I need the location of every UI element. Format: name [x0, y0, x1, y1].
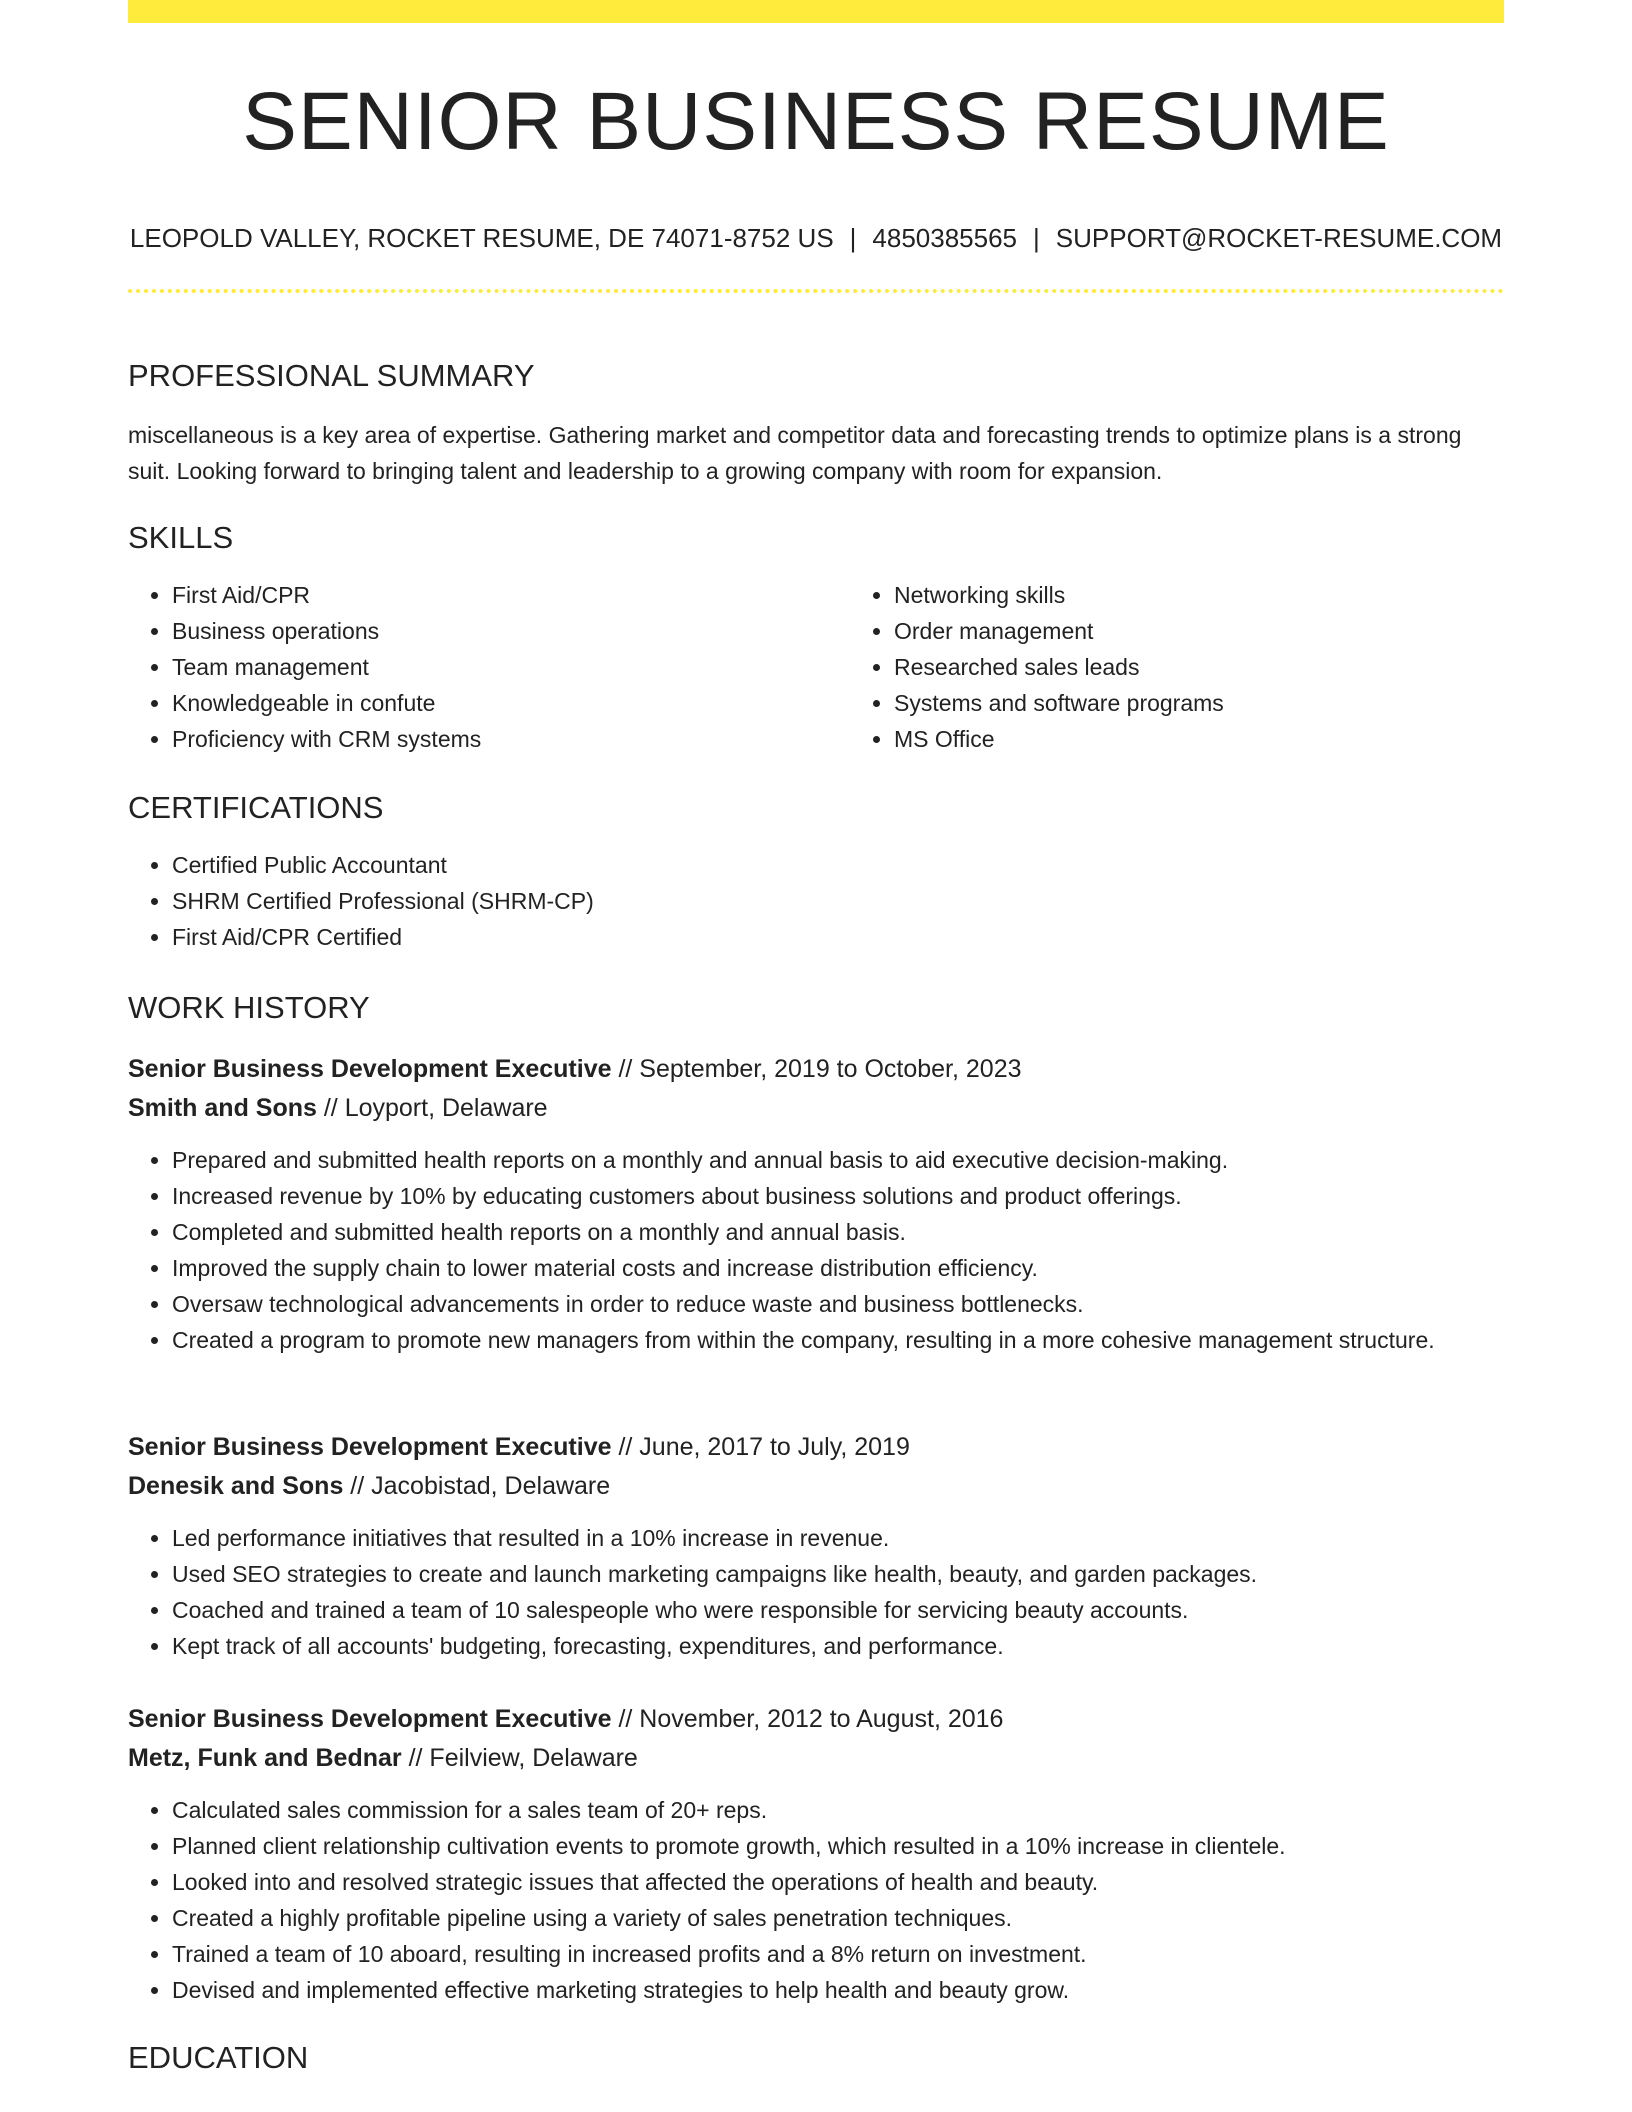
top-accent-bar [128, 0, 1504, 23]
education-section [128, 2042, 1504, 2073]
contact-line [128, 225, 1504, 251]
job-title: Senior Business Development Executive [128, 1433, 612, 1461]
list-item: • Oversaw technological advancements in order to reduce waste and business bottlenecks. [172, 1286, 1504, 1322]
list-item: • First Aid/CPR Certified [172, 919, 1504, 955]
job-company-line [128, 1467, 1504, 1506]
job-title: Senior Business Development Executive [128, 1705, 612, 1733]
list-item: • SHRM Certified Professional (SHRM-CP) [172, 883, 1504, 919]
contact-email: SUPPORT@ROCKET-RESUME.COM [1055, 223, 1503, 253]
list-item: • Researched sales leads [894, 649, 1572, 685]
list-item: • Business operations [172, 613, 850, 649]
skills-list-left [128, 577, 850, 757]
list-item: • Team management [172, 649, 850, 685]
list-item: • Led performance initiatives that resulted in a 10% increase in revenue. [172, 1520, 1504, 1556]
job-dates: // September, 2019 to October, 2023 [611, 1055, 1022, 1083]
certifications-list [128, 847, 1504, 955]
job-bullets [128, 1792, 1504, 2008]
list-item: • Order management [894, 613, 1572, 649]
list-item: • Certified Public Accountant [172, 847, 1504, 883]
work-history-heading: WORK HISTORY [128, 990, 370, 1025]
job-location: // Loyport, Delaware [316, 1094, 548, 1122]
job-dates: // November, 2012 to August, 2016 [611, 1705, 1004, 1733]
job-entry [128, 1700, 1504, 2008]
certifications-section [128, 792, 1504, 955]
skills-grid [128, 577, 1504, 757]
job-title-line [128, 1700, 1504, 1739]
list-item: • Calculated sales commission for a sales team of 20+ reps. [172, 1792, 1504, 1828]
job-title: Senior Business Development Executive [128, 1055, 612, 1083]
summary-heading: PROFESSIONAL SUMMARY [128, 358, 535, 393]
job-title-line [128, 1050, 1504, 1089]
job-company: Smith and Sons [128, 1094, 317, 1122]
list-item: • Proficiency with CRM systems [172, 721, 850, 757]
job-title-line [128, 1428, 1504, 1467]
summary-section [128, 360, 1504, 489]
contact-separator: | [1033, 223, 1040, 253]
job-company-line [128, 1089, 1504, 1128]
resume-title: SENIOR BUSINESS RESUME [242, 76, 1390, 167]
job-company: Metz, Funk and Bednar [128, 1744, 402, 1772]
job-entry [128, 1050, 1504, 1358]
list-item: • Coached and trained a team of 10 salespeople who were responsible for servicing beauty accounts. [172, 1592, 1504, 1628]
job-bullets [128, 1142, 1504, 1358]
job-company: Denesik and Sons [128, 1472, 344, 1500]
list-item: • Planned client relationship cultivation events to promote growth, which resulted in a 10% increase in clientele. [172, 1828, 1504, 1864]
list-item: • First Aid/CPR [172, 577, 850, 613]
job-bullets [128, 1520, 1504, 1664]
job-location: // Jacobistad, Delaware [343, 1472, 611, 1500]
list-item: • Devised and implemented effective marketing strategies to help health and beauty grow. [172, 1972, 1504, 2008]
job-location: // Feilview, Delaware [401, 1744, 638, 1772]
list-item: • Improved the supply chain to lower material costs and increase distribution efficiency. [172, 1250, 1504, 1286]
job-company-line [128, 1739, 1504, 1778]
header-divider [128, 289, 1504, 293]
list-item: • Completed and submitted health reports on a monthly and annual basis. [172, 1214, 1504, 1250]
list-item: • Increased revenue by 10% by educating customers about business solutions and product offerings. [172, 1178, 1504, 1214]
skills-list-right [850, 577, 1572, 757]
list-item: • Trained a team of 10 aboard, resulting in increased profits and a 8% return on investment. [172, 1936, 1504, 1972]
list-item: • Networking skills [894, 577, 1572, 613]
work-history-section [128, 992, 1504, 1023]
list-item: • Looked into and resolved strategic issues that affected the operations of health and beauty. [172, 1864, 1504, 1900]
certifications-heading: CERTIFICATIONS [128, 790, 384, 825]
summary-text: miscellaneous is a key area of expertise. Gathering market and competitor data and forecasting trends to optimize plans is a strong suit. Looking forward to bringing talent and leadership to a growing company with room for expansion. [128, 422, 1462, 484]
contact-separator: | [849, 223, 857, 253]
list-item: • Knowledgeable in confute [172, 685, 850, 721]
job-dates: // June, 2017 to July, 2019 [611, 1433, 910, 1461]
list-item: • Created a program to promote new managers from within the company, resulting in a more cohesive management structure. [172, 1322, 1504, 1358]
list-item: • Prepared and submitted health reports on a monthly and annual basis to aid executive decision-making. [172, 1142, 1504, 1178]
job-entry [128, 1428, 1504, 1664]
skills-heading: SKILLS [128, 520, 234, 555]
contact-address: LEOPOLD VALLEY, ROCKET RESUME, DE 74071-8752 US [129, 223, 834, 253]
skills-section [128, 522, 1504, 757]
list-item: • Kept track of all accounts' budgeting, forecasting, expenditures, and performance. [172, 1628, 1504, 1664]
list-item: • Created a highly profitable pipeline using a variety of sales penetration techniques. [172, 1900, 1504, 1936]
list-item: • Systems and software programs [894, 685, 1572, 721]
education-heading: EDUCATION [128, 2040, 309, 2075]
resume-page [128, 0, 1504, 2075]
contact-phone: 4850385565 [872, 223, 1018, 253]
list-item: • Used SEO strategies to create and launch marketing campaigns like health, beauty, and garden packages. [172, 1556, 1504, 1592]
list-item: • MS Office [894, 721, 1572, 757]
